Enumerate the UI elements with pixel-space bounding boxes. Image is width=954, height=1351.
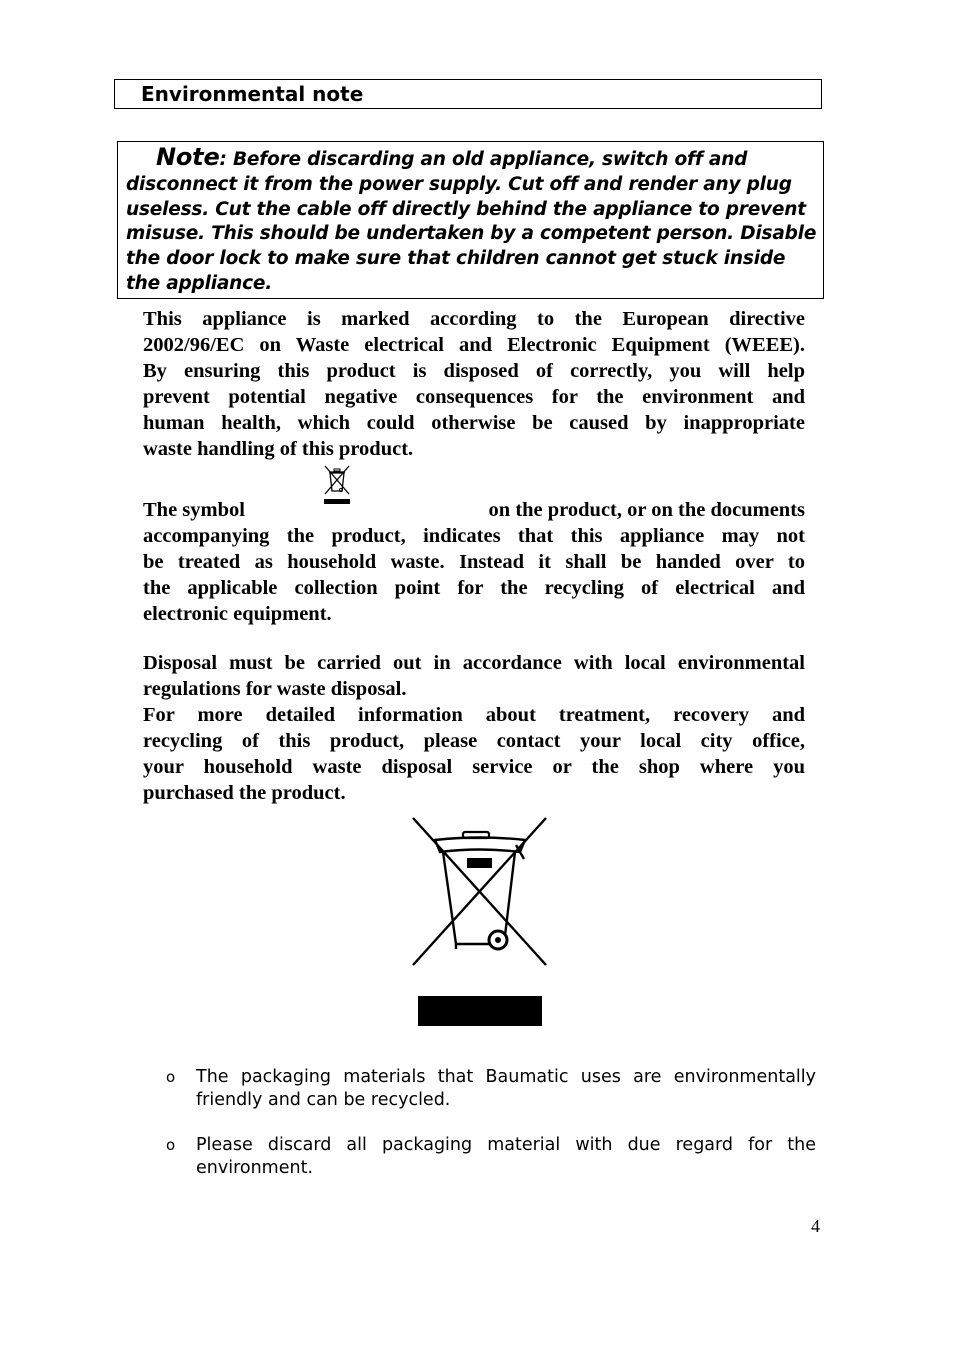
note-line: the appliance.: [126, 272, 273, 294]
bullet-marker: o: [166, 1136, 176, 1154]
list-item-line: The packaging materials that Baumatic uses are environmentally: [196, 1067, 816, 1087]
paragraph-line: waste handling of this product.: [143, 438, 414, 460]
paragraph-line: human health, which could otherwise be caused by inappropriate: [143, 412, 805, 434]
list-item: [166, 1134, 816, 1179]
section-heading-text: Environmental note: [141, 82, 364, 106]
note-label: Note: [156, 143, 220, 171]
weee-crossed-bin-icon: [408, 815, 552, 1029]
paragraph-line: For more detailed information about treatment, recovery and: [143, 704, 805, 726]
symbol-paragraph: [143, 497, 805, 627]
weee-directive-paragraph: [143, 306, 805, 462]
note-line: disconnect it from the power supply. Cut off and render any plug: [126, 173, 792, 195]
packaging-bullet-list: [166, 1066, 816, 1179]
symbol-text-after: on the product, or on the documents: [488, 499, 805, 521]
paragraph-line: [143, 497, 805, 523]
paragraph-line: the applicable collection point for the recycling of electrical and: [143, 577, 805, 599]
note-box: [117, 141, 824, 299]
list-item-line: environment.: [196, 1157, 314, 1178]
bullet-marker: o: [166, 1068, 176, 1086]
weee-crossed-bin-icon: [321, 463, 353, 509]
list-item: [166, 1066, 816, 1111]
paragraph-line: 2002/96/EC on Waste electrical and Electronic Equipment (WEEE).: [143, 334, 805, 356]
paragraph-line: Disposal must be carried out in accordance with local environmental: [143, 652, 805, 674]
section-heading: [114, 79, 822, 109]
note-line: the door lock to make sure that children cannot get stuck inside: [126, 248, 786, 270]
paragraph-line: electronic equipment.: [143, 603, 332, 625]
paragraph-line: accompanying the product, indicates that this appliance may not: [143, 525, 805, 547]
list-item-line: Please discard all packaging material with due regard for the: [196, 1135, 816, 1155]
paragraph-line: be treated as household waste. Instead it shall be handed over to: [143, 551, 805, 573]
paragraph-line: purchased the product.: [143, 782, 346, 804]
note-line: useless. Cut the cable off directly behind the appliance to prevent: [126, 198, 806, 220]
paragraph-line: By ensuring this product is disposed of correctly, you will help: [143, 360, 805, 382]
note-line: misuse. This should be undertaken by a competent person. Disable: [126, 223, 817, 245]
disposal-paragraph: [143, 650, 805, 806]
page-number: 4: [811, 1216, 820, 1236]
symbol-text-before: The symbol: [143, 499, 245, 521]
paragraph-line: regulations for waste disposal.: [143, 678, 407, 700]
paragraph-line: This appliance is marked according to the European directive: [143, 308, 805, 330]
paragraph-line: recycling of this product, please contact your local city office,: [143, 730, 805, 752]
list-item-line: friendly and can be recycled.: [196, 1089, 451, 1110]
note-line: [126, 145, 817, 173]
note-line-text: : Before discarding an old appliance, switch off and: [219, 149, 748, 170]
paragraph-line: prevent potential negative consequences for the environment and: [143, 386, 805, 408]
paragraph-line: your household waste disposal service or the shop where you: [143, 756, 805, 778]
